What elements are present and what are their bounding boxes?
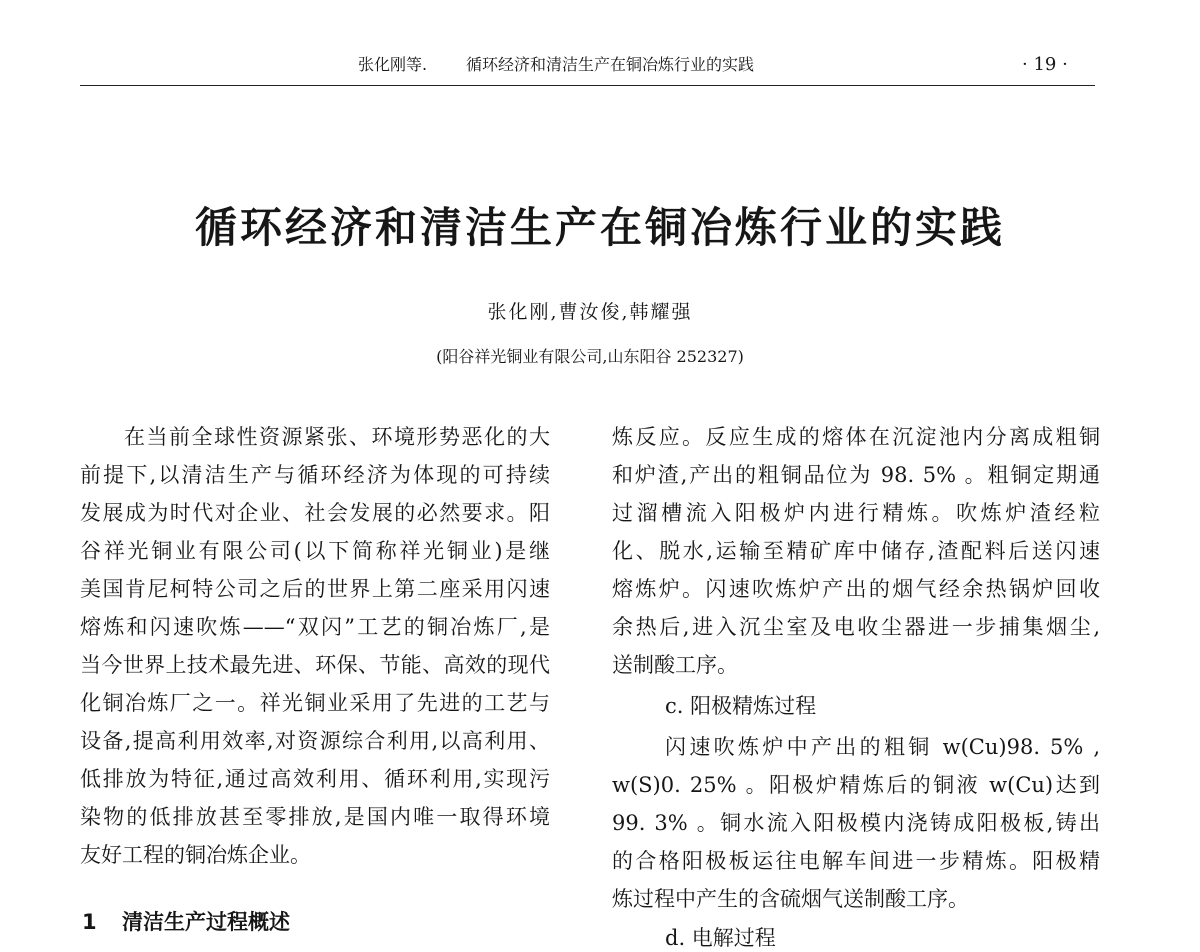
section-number: 1 [82, 910, 97, 934]
paragraph-line: 化、脱水,运输至精矿库中储存,渣配料后送闪速 [612, 539, 1100, 563]
paragraph-line: 化铜冶炼厂之一。祥光铜业采用了先进的工艺与 [80, 691, 550, 715]
running-header-authors: 张化刚等. [358, 55, 428, 74]
paragraph-line: 在当前全球性资源紧张、环境形势恶化的大 [124, 425, 550, 449]
article-title: 循环经济和清洁生产在铜冶炼行业的实践 [194, 203, 1005, 252]
paragraph-line: 友好工程的铜冶炼企业。 [80, 843, 311, 867]
paragraph-line: 和炉渣,产出的粗铜品位为 98. 5% 。粗铜定期通 [612, 463, 1100, 487]
paragraph-line: 低排放为特征,通过高效利用、循环利用,实现污 [80, 767, 550, 791]
section-heading [80, 906, 550, 938]
paragraph-line: 设备,提高利用效率,对资源综合利用,以高利用、 [80, 729, 550, 753]
article-affiliation: (阳谷祥光铜业有限公司,山东阳谷 252327) [436, 347, 744, 366]
section-title: 清洁生产过程概述 [122, 910, 290, 934]
paragraph-line: 当今世界上技术最先进、环保、节能、高效的现代 [80, 653, 550, 677]
paragraph-line: w(S)0. 25% 。阳极炉精炼后的铜液 w(Cu)达到 [612, 773, 1100, 797]
paragraph-line: 谷祥光铜业有限公司(以下简称祥光铜业)是继 [80, 539, 550, 563]
paragraph-line: 过溜槽流入阳极炉内进行精炼。吹炼炉渣经粒 [612, 501, 1100, 525]
paragraph-line: 熔炼和闪速吹炼——“双闪”工艺的铜冶炼厂,是 [80, 615, 550, 639]
paragraph-line: 余热后,进入沉尘室及电收尘器进一步捕集烟尘, [612, 615, 1100, 639]
paragraph-line: 炼过程中产生的含硫烟气送制酸工序。 [612, 887, 969, 911]
paragraph-line: 的合格阳极板运往电解车间进一步精炼。阳极精 [612, 849, 1100, 873]
article-authors: 张化刚,曹汝俊,韩耀强 [487, 301, 693, 323]
paragraph-line: 美国肯尼柯特公司之后的世界上第二座采用闪速 [80, 577, 550, 601]
paragraph-line: 送制酸工序。 [612, 653, 738, 677]
paragraph-line: 炼反应。反应生成的熔体在沉淀池内分离成粗铜 [612, 425, 1100, 449]
running-header-title: 循环经济和清洁生产在铜冶炼行业的实践 [466, 55, 755, 74]
paragraph-line: 染物的低排放甚至零排放,是国内唯一取得环境 [80, 805, 550, 829]
paragraph-line: 闪速吹炼炉中产出的粗铜 w(Cu)98. 5% , [665, 735, 1100, 759]
paragraph-line: 发展成为时代对企业、社会发展的必然要求。阳 [80, 501, 550, 525]
page-number: · 19 · [1022, 54, 1068, 75]
subheading-electrolysis: d. 电解过程 [665, 926, 776, 950]
paragraph-line: 99. 3% 。铜水流入阳极模内浇铸成阳极板,铸出 [612, 811, 1100, 835]
paragraph-line: 前提下,以清洁生产与循环经济为体现的可持续 [80, 463, 550, 487]
header-rule [80, 85, 1095, 86]
subheading-anode-refining: c. 阳极精炼过程 [665, 694, 817, 718]
paragraph-line: 熔炼炉。闪速吹炼炉产出的烟气经余热锅炉回收 [612, 577, 1100, 601]
